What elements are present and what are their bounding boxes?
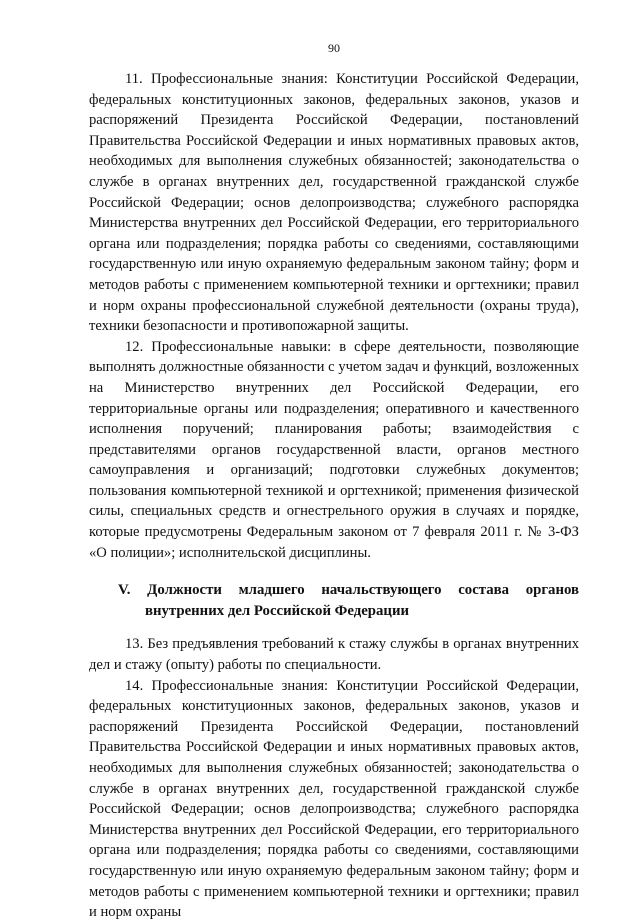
page-number: 90 xyxy=(328,41,340,55)
paragraph-11: 11. Профессиональные знания: Конституции Российской Федерации, федеральных конституционных законов, федеральных законов, указов и распоряжений Президента Российской Федерации, постановлений Правительства Российской Федерации и иных нормативных правовых актов, необходимых для выполнения служебных обязанностей; законодательства о службе в органах внутренних дел, государственной гражданской службе Российской Федерации; основ делопроизводства; служебного распорядка Министерства внутренних дел Российской Федерации, его территориального органа или подразделения; порядка работы со сведениями, составляющими государственную или иную охраняемую федеральным законом тайну; форм и методов работы с применением компьютерной техники и оргтехники; правил и норм охраны профессиональной служебной деятельности (охраны труда), техники безопасности и противопожарной защиты. xyxy=(89,71,579,335)
document-body xyxy=(89,69,579,923)
section-heading-line-1: V. Должности младшего начальствующего состава органов xyxy=(118,582,579,599)
paragraph-13: 13. Без предъявления требований к стажу службы в органах внутренних дел и стажу (опыту) работы по специальности. xyxy=(89,636,579,674)
paragraph-12: 12. Профессиональные навыки: в сфере деятельности, позволяющие выполнять должностные обязанности с учетом задач и функций, возложенных на Министерство внутренних дел Российской Федерации, его территориальные органы или подразделения; оперативного и качественного исполнения поручений; планирования работы; взаимодействия с представителями органов государственной власти, органов местного самоуправления и организаций; подготовки служебных документов; пользования компьютерной техникой и оргтехникой; применения физической силы, специальных средств и огнестрельного оружия в случаях и порядке, которые предусмотрены Федеральным законом от 7 февраля 2011 г. № 3-ФЗ «О полиции»; исполнительской дисциплины. xyxy=(89,338,579,561)
section-heading xyxy=(89,580,579,621)
section-heading-line-2: внутренних дел Российской Федерации xyxy=(145,602,410,619)
paragraph-14: 14. Профессиональные знания: Конституции Российской Федерации, федеральных конституционных законов, федеральных законов, указов и распоряжений Президента Российской Федерации, постановлений Правительства Российской Федерации и иных нормативных правовых актов, необходимых для выполнения служебных обязанностей; законодательства о службе в органах внутренних дел, государственной гражданской службе Российской Федерации; основ делопроизводства; служебного распорядка Министерства внутренних дел Российской Федерации, его территориального органа или подразделения; порядка работы со сведениями, составляющими государственную или иную охраняемую федеральным законом тайну; форм и методов работы с применением компьютерной техники и оргтехники; правил и норм охраны xyxy=(89,677,579,921)
